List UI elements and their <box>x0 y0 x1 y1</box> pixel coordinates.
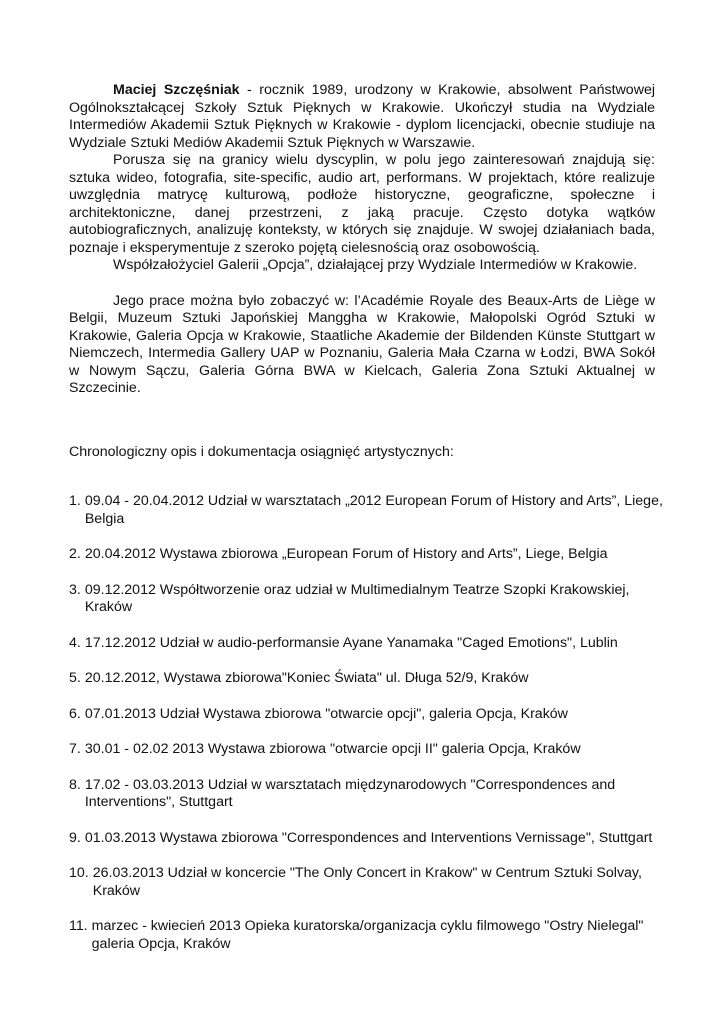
item-text: marzec - kwiecień 2013 Opieka kuratorska/organizacja cyklu filmowego "Ostry Nielegal" galeria Opcja, Kraków <box>91 918 644 952</box>
item-number: 3. <box>69 581 81 598</box>
bio-intro-text: - rocznik 1989, urodzony w Krakowie, absolwent Państwowej Ogólnokształcącej Szkoły Sztuk Pięknych w Krakowie. Ukończył studia na Wydziale Intermediów Akademii Sztuk Pięknych w Krakowie - dyplom licencjacki, obecnie studiuje na Wydziale Sztuki Mediów Akademii Sztuk Pięknych w Warszawie. <box>69 82 655 151</box>
item-text: 09.04 - 20.04.2012 Udział w warsztatach „2012 European Forum of History and Arts”, Liege, Belgia <box>84 493 663 527</box>
item-number: 1. <box>69 493 81 509</box>
item-number: 11. <box>69 918 88 934</box>
item-text: 30.01 - 02.02 2013 Wystawa zbiorowa "otwarcie opcji II" galeria Opcja, Kraków <box>84 741 581 757</box>
item-text: 26.03.2013 Udział w koncercie "The Only Concert in Krakow" w Centrum Sztuki Solvay, Kraków <box>92 865 642 899</box>
item-number: 7. <box>69 741 81 757</box>
achievements-list <box>69 493 669 971</box>
bio-paragraph-1 <box>69 82 655 152</box>
list-item <box>69 546 669 564</box>
list-item <box>69 865 669 900</box>
item-number: 10. <box>69 865 89 881</box>
item-number: 8. <box>69 776 81 793</box>
list-item <box>69 741 669 759</box>
list-item <box>69 830 669 848</box>
item-text: 17.02 - 03.03.2013 Udział w warsztatach międzynarodowych "Correspondences and Interventions", Stuttgart <box>84 776 616 810</box>
item-text: 20.12.2012, Wystawa zbiorowa"Koniec Świata" ul. Długa 52/9, Kraków <box>84 670 529 686</box>
list-item <box>69 582 669 617</box>
biography <box>69 82 655 398</box>
item-number: 4. <box>69 634 81 651</box>
list-item <box>69 777 669 812</box>
item-number: 6. <box>69 705 81 722</box>
list-item <box>69 635 669 653</box>
bio-paragraph-2: Porusza się na granicy wielu dyscyplin, w polu jego zainteresowań znajdują się: sztuka wideo, fotografia, site-specific, audio art, performans. W projektach, które realizuje uwzględnia matrycę kulturową, podłoże historyczne, geograficzne, społeczne i architektoniczne, danej przestrzeni, z jaką pracuje. Często dotyka wątków autobiograficznych, analizuję konteksty, w których się znajduje. W swojej działaniach bada, poznaje i eksperymentuje z szeroko pojętą cielesnością oraz osobowością. <box>69 152 655 256</box>
list-item <box>69 918 669 953</box>
item-text: 20.04.2012 Wystawa zbiorowa „European Forum of History and Arts”, Liege, Belgia <box>84 546 608 562</box>
list-item <box>69 670 669 688</box>
list-item <box>69 493 669 528</box>
artist-name: Maciej Szczęśniak <box>113 82 240 98</box>
achievements-heading: Chronologiczny opis i dokumentacja osiągnięć artystycznych: <box>69 444 454 460</box>
item-number: 5. <box>69 670 81 686</box>
bio-paragraph-4: Jego prace można było zobaczyć w: l’Académie Royale des Beaux-Arts de Liège w Belgii, Muzeum Sztuki Japońskiej Manggha w Krakowie, Małopolski Ogród Sztuki w Krakowie, Galeria Opcja w Krakowie, Staatliche Akademie der Bildenden Künste Stuttgart w Niemczech, Intermedia Gallery UAP w Poznaniu, Galeria Mała Czarna w Łodzi, BWA Sokół w Nowym Sączu, Galeria Górna BWA w Kielcach, Galeria Zona Sztuki Aktualnej w Szczecinie. <box>69 292 655 396</box>
item-number: 2. <box>69 546 81 562</box>
item-text: 01.03.2013 Wystawa zbiorowa "Correspondences and Interventions Vernissage", Stuttgart <box>84 829 653 846</box>
item-text: 09.12.2012 Współtworzenie oraz udział w Multimedialnym Teatrze Szopki Krakowskiej, Kraków <box>84 581 630 615</box>
list-item <box>69 706 669 724</box>
item-text: 07.01.2013 Udział Wystawa zbiorowa "otwarcie opcji", galeria Opcja, Kraków <box>84 705 568 722</box>
item-text: 17.12.2012 Udział w audio-performansie Ayane Yanamaka "Caged Emotions", Lublin <box>84 634 618 651</box>
item-number: 9. <box>69 829 81 846</box>
bio-paragraph-3: Współzałożyciel Galerii „Opcja”, działającej przy Wydziale Intermediów w Krakowie. <box>113 257 638 273</box>
